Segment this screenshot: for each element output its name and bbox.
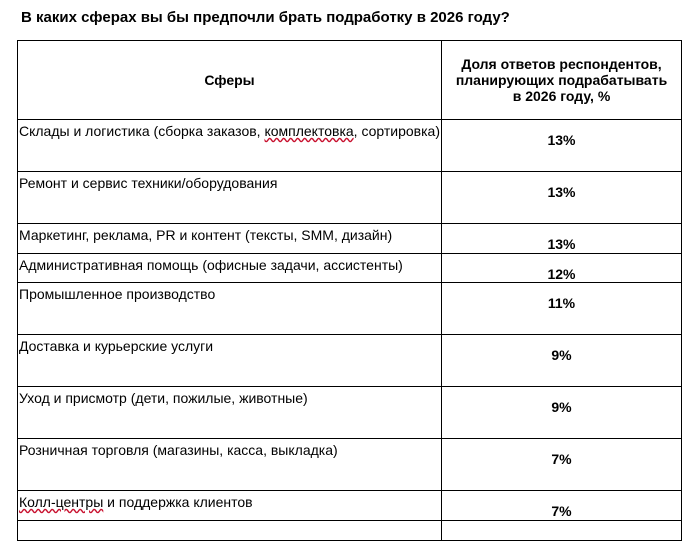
sphere-text: Ремонт и сервис техники/оборудования — [19, 175, 278, 191]
cell-sphere — [18, 224, 442, 254]
cell-share: 13% — [442, 120, 682, 172]
sphere-text: Склады и логистика (сборка заказов, — [19, 123, 265, 139]
cell-sphere — [18, 439, 442, 491]
cell-sphere — [18, 254, 442, 283]
table-row — [18, 283, 682, 335]
cell-sphere — [18, 335, 442, 387]
table-row — [18, 335, 682, 387]
table-row — [18, 521, 682, 541]
sphere-text: Промышленное производство — [19, 286, 216, 302]
table-row — [18, 120, 682, 172]
table-row — [18, 172, 682, 224]
sphere-text: и поддержка клиентов — [103, 494, 253, 510]
cell-sphere — [18, 172, 442, 224]
table-row — [18, 387, 682, 439]
cell-sphere — [18, 521, 442, 541]
column-header-sphere: Сферы — [18, 41, 442, 120]
cell-sphere — [18, 387, 442, 439]
sphere-text: Розничная торговля (магазины, касса, выкладка) — [19, 442, 338, 458]
spellcheck-marked-word: Колл-центры — [19, 494, 104, 510]
cell-share: 11% — [442, 283, 682, 335]
cell-share: 9% — [442, 335, 682, 387]
sphere-text: Административная помощь (офисные задачи, ассистенты) — [19, 257, 403, 273]
spellcheck-marked-word: комплектовка — [264, 123, 354, 139]
column-header-share: Доля ответов респондентов, планирующих подрабатывать в 2026 году, % — [442, 41, 682, 120]
table-row — [18, 224, 682, 254]
sphere-text: Маркетинг, реклама, PR и контент (тексты, SMM, дизайн) — [19, 227, 393, 243]
cell-share: 13% — [442, 172, 682, 224]
cell-share — [442, 521, 682, 541]
page-title: В каких сферах вы бы предпочли брать подработку в 2026 году? — [21, 9, 510, 26]
sphere-text: Доставка и курьерские услуги — [19, 338, 214, 354]
table-row — [18, 254, 682, 283]
cell-share: 7% — [442, 439, 682, 491]
cell-sphere — [18, 491, 442, 521]
survey-table — [17, 40, 682, 541]
table-row — [18, 491, 682, 521]
cell-share: 12% — [442, 254, 682, 283]
cell-share: 13% — [442, 224, 682, 254]
sphere-text: , сортировка) — [353, 123, 440, 139]
table-header-row — [18, 41, 682, 120]
sphere-text: Уход и присмотр (дети, пожилые, животные) — [19, 390, 308, 406]
cell-share: 7% — [442, 491, 682, 521]
table-row — [18, 439, 682, 491]
cell-sphere — [18, 120, 442, 172]
cell-sphere — [18, 283, 442, 335]
cell-share: 9% — [442, 387, 682, 439]
